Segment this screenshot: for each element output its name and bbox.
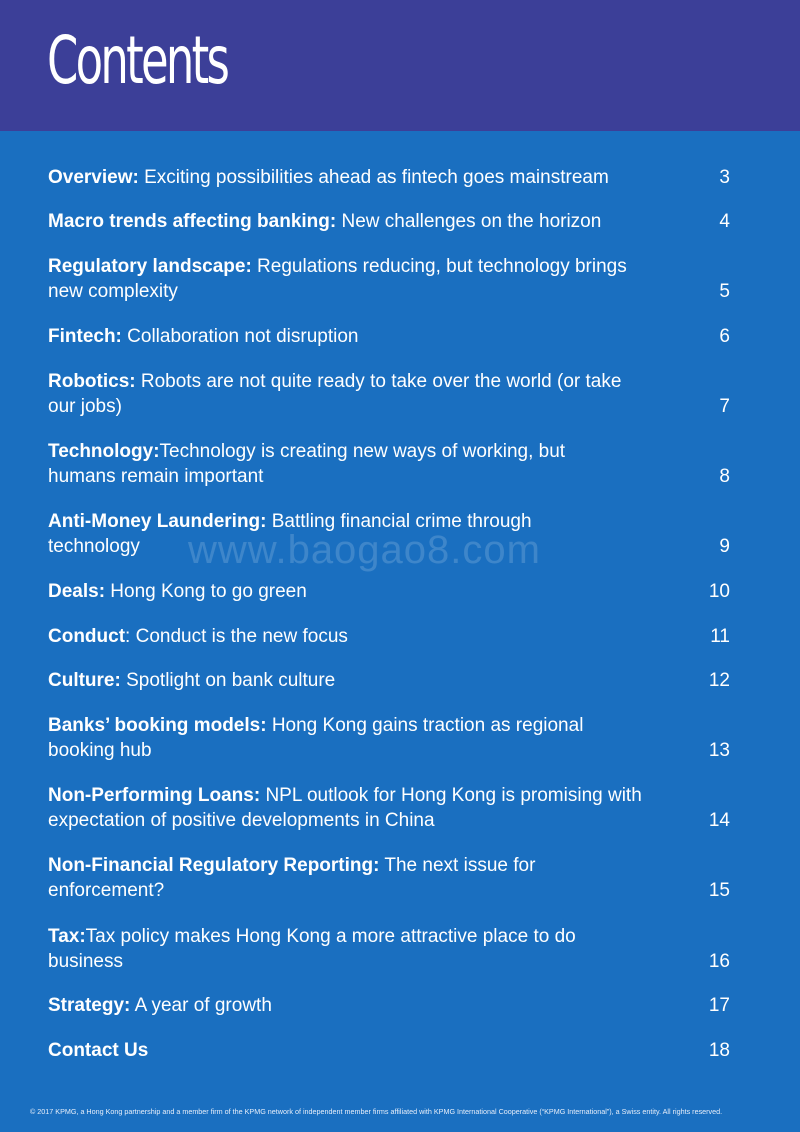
toc-entry-text — [48, 1038, 688, 1063]
toc-entry-label: Contact Us — [48, 1040, 149, 1061]
toc-entry-label: Deals: — [48, 581, 106, 602]
toc-entry-strategy[interactable] — [48, 993, 752, 1018]
toc-entry-technology[interactable] — [48, 439, 752, 489]
watermark: www.baogao8.com — [188, 528, 541, 572]
toc-entry-deals[interactable] — [48, 579, 752, 604]
toc-page-number: 4 — [719, 211, 730, 232]
toc-page-number: 18 — [708, 1040, 730, 1061]
toc-entry-text: Fintech: Collaboration not disruption — [48, 326, 359, 347]
toc-entry-robotics[interactable] — [48, 369, 752, 419]
toc-entry-label: Non-Performing Loans: — [48, 785, 261, 806]
toc-page-number: 3 — [719, 167, 730, 188]
toc-entry-overview[interactable] — [48, 165, 752, 190]
toc-page-number: 17 — [708, 995, 730, 1016]
toc-page-number: 6 — [719, 326, 730, 347]
toc-entry-label: Overview: — [48, 167, 139, 188]
toc-entry-text: Conduct: Conduct is the new focus — [48, 626, 348, 647]
copyright-footer: © 2017 KPMG, a Hong Kong partnership and a member firm of the KPMG network of independent member firms affiliated with KPMG International Cooperative (“KPMG International”), a Swiss entity. All rights reserved. — [30, 1107, 723, 1116]
toc-entry-label: Banks’ booking models: — [48, 715, 267, 736]
toc-entry-text: Tax:Tax policy makes Hong Kong a more attractive place to do business — [48, 926, 576, 972]
toc-entry-culture[interactable] — [48, 668, 752, 693]
toc-page-number: 13 — [708, 740, 730, 761]
toc-entry-label: Anti-Money Laundering: — [48, 511, 267, 532]
toc-entry-text: Banks’ booking models: Hong Kong gains traction as regional booking hub — [48, 715, 584, 761]
toc-entry-text: Technology:Technology is creating new ways of working, but humans remain important — [48, 441, 566, 487]
toc-entry-text: Culture: Spotlight on bank culture — [48, 670, 336, 691]
toc-entry-booking-models[interactable] — [48, 713, 752, 763]
toc-page-number: 11 — [710, 626, 730, 647]
toc-entry-fintech[interactable] — [48, 324, 752, 349]
toc-page-number: 7 — [719, 396, 730, 417]
toc-page-number: 15 — [708, 880, 730, 901]
toc-entry-label: Tax: — [48, 926, 86, 947]
toc-entry-label: Culture: — [48, 670, 121, 691]
toc-entry-label: Strategy: — [48, 995, 131, 1016]
toc-entry-tax[interactable] — [48, 924, 752, 974]
page-title: Contents — [47, 22, 228, 99]
toc-entry-text: Non-Performing Loans: NPL outlook for Hong Kong is promising with expectation of positive developments in China — [48, 785, 642, 831]
toc-entry-label: Technology: — [48, 441, 160, 462]
toc-entry-text: Regulatory landscape: Regulations reducing, but technology brings new complexity — [48, 256, 627, 302]
toc-page-number: 5 — [719, 281, 730, 302]
toc-entry-label: Robotics: — [48, 371, 136, 392]
toc-entry-macro-trends[interactable] — [48, 209, 752, 234]
toc-entry-label: Conduct — [48, 626, 126, 647]
toc-entry-label: Non-Financial Regulatory Reporting: — [48, 855, 380, 876]
toc-page-number: 10 — [708, 581, 730, 602]
toc-page-number: 9 — [719, 536, 730, 557]
toc-page-number: 8 — [719, 466, 730, 487]
toc-entry-label: Fintech: — [48, 326, 122, 347]
toc-entry-conduct[interactable] — [48, 624, 752, 649]
toc-entry-label: Regulatory landscape: — [48, 256, 252, 277]
toc-entry-regulatory-landscape[interactable] — [48, 254, 752, 304]
toc-entry-text: Anti-Money Laundering: Battling financial crime through technology — [48, 511, 532, 557]
toc-page-number: 12 — [708, 670, 730, 691]
toc-entry-text: Robotics: Robots are not quite ready to take over the world (or take our jobs) — [48, 371, 622, 417]
toc-entry-text: Deals: Hong Kong to go green — [48, 581, 307, 602]
toc-page-number: 14 — [708, 810, 730, 831]
toc-entry-non-performing-loans[interactable] — [48, 783, 752, 833]
toc-entry-text: Macro trends affecting banking: New challenges on the horizon — [48, 211, 602, 232]
toc-entry-text: Non-Financial Regulatory Reporting: The next issue for enforcement? — [48, 855, 536, 901]
toc-entry-contact-us[interactable] — [48, 1038, 752, 1063]
toc-entry-text: Overview: Exciting possibilities ahead as fintech goes mainstream — [48, 167, 609, 188]
toc-entry-text: Strategy: A year of growth — [48, 995, 272, 1016]
toc-page-number: 16 — [708, 951, 730, 972]
toc-entry-label: Macro trends affecting banking: — [48, 211, 337, 232]
toc-entry-non-financial-reporting[interactable] — [48, 853, 752, 903]
